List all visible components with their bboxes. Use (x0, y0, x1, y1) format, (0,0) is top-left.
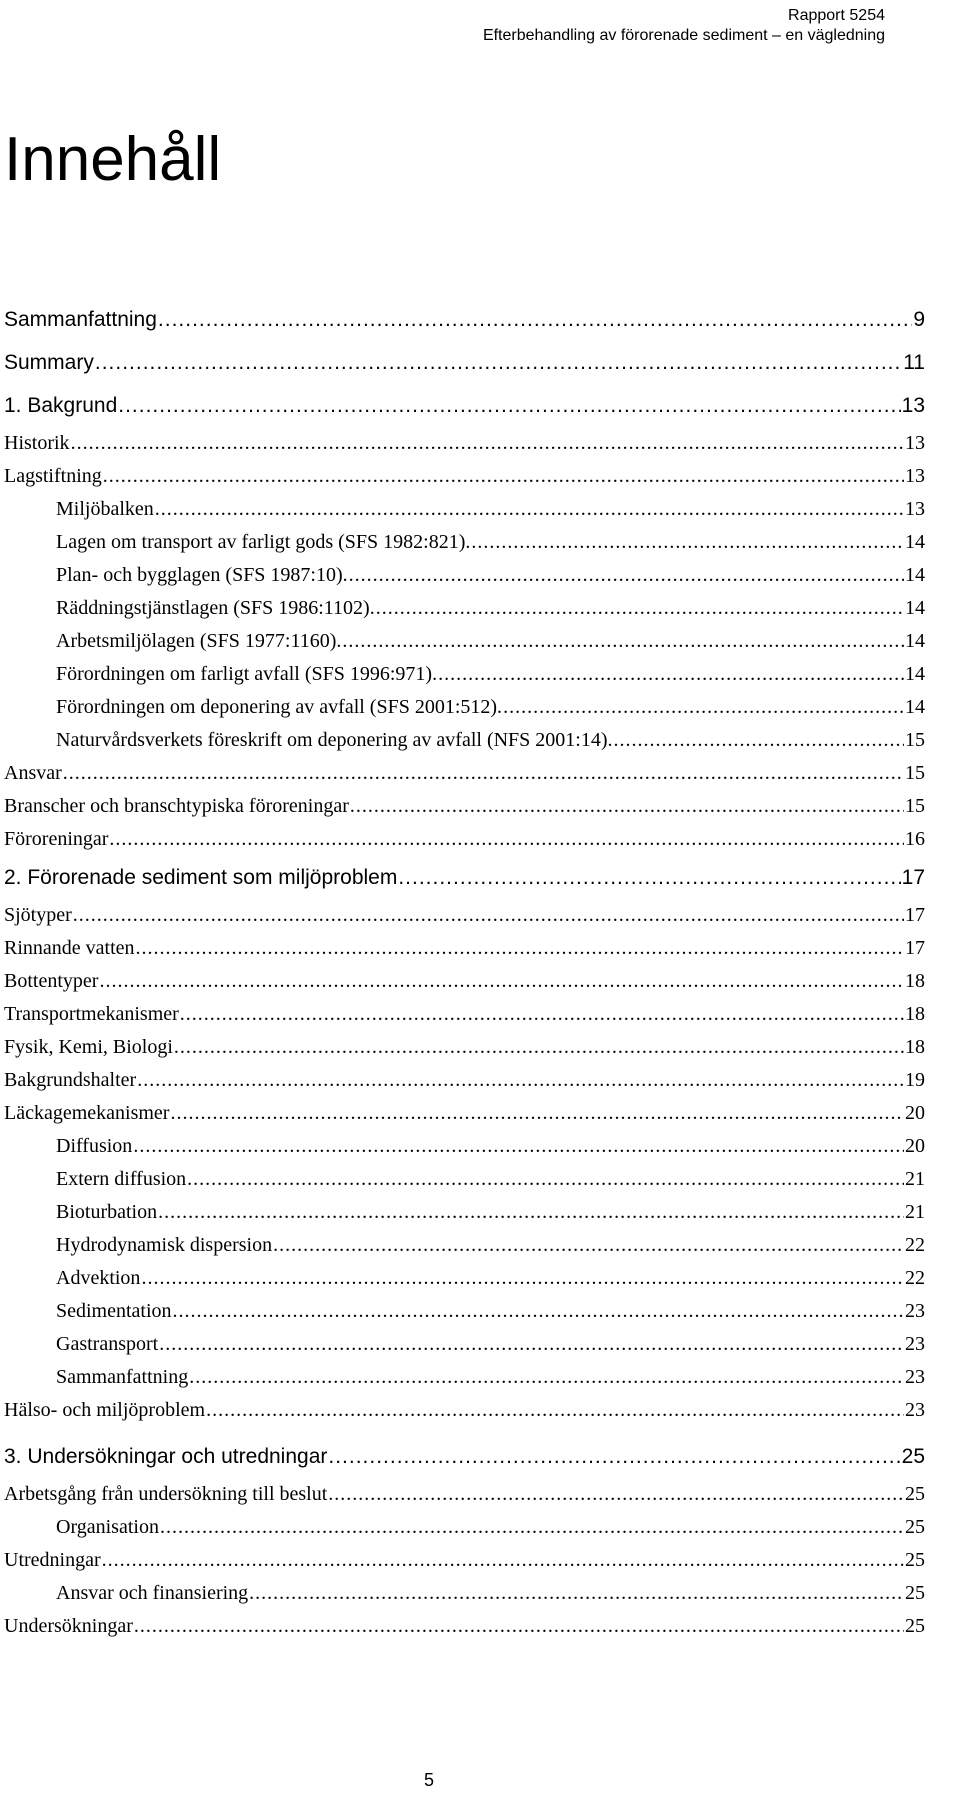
toc-page: 18 (905, 970, 925, 992)
toc-dot-leader (118, 384, 900, 427)
toc-page: 13 (905, 432, 925, 454)
toc-label: Hälso- och miljöproblem (4, 1399, 206, 1421)
toc-page: 9 (913, 308, 925, 331)
toc-label: Lagstiftning (4, 465, 102, 487)
toc-label: Räddningstjänstlagen (SFS 1986:1102). (56, 597, 375, 619)
toc-label: Ansvar och finansiering (56, 1582, 249, 1604)
toc-dot-leader (398, 856, 900, 899)
toc-page: 25 (905, 1549, 925, 1571)
toc-label: Gastransport (56, 1333, 159, 1355)
toc-dot-leader (471, 526, 904, 559)
toc-label: Utredningar (4, 1549, 101, 1571)
toc-dot-leader (134, 1610, 904, 1643)
toc-entry-arbetsmiljolagen[interactable] (4, 625, 925, 658)
toc-entry-summary[interactable] (4, 341, 925, 384)
toc-page: 23 (905, 1366, 925, 1388)
toc-dot-leader (158, 1196, 904, 1229)
toc-page: 22 (905, 1234, 925, 1256)
toc-entry-miljobalken[interactable] (4, 493, 925, 526)
toc-label: Transportmekanismer (4, 1003, 179, 1025)
toc-label: 2. Förorenade sediment som miljöproblem (4, 866, 398, 889)
toc-entry-undersokningar[interactable] (4, 1610, 925, 1643)
table-of-contents (4, 298, 925, 1643)
toc-dot-leader (350, 790, 904, 823)
toc-label: Summary (4, 351, 94, 374)
toc-page: 25 (905, 1582, 925, 1604)
toc-entry-bakgrund[interactable] (4, 384, 925, 427)
report-number: Rapport 5254 (788, 7, 885, 24)
toc-dot-leader (438, 658, 904, 691)
toc-entry-gastransport[interactable] (4, 1328, 925, 1361)
toc-label: Sjötyper (4, 904, 72, 926)
toc-entry-sjotyper[interactable] (4, 899, 925, 932)
toc-page: 17 (905, 937, 925, 959)
toc-page: 25 (905, 1516, 925, 1538)
toc-entry-advektion[interactable] (4, 1262, 925, 1295)
toc-dot-leader (349, 559, 904, 592)
toc-label: Arbetsgång från undersökning till beslut (4, 1483, 328, 1505)
toc-page: 18 (905, 1036, 925, 1058)
toc-dot-leader (376, 592, 904, 625)
toc-label: Sammanfattning (56, 1366, 189, 1388)
toc-dot-leader (180, 998, 904, 1031)
toc-entry-extern-diffusion[interactable] (4, 1163, 925, 1196)
toc-label: Extern diffusion (56, 1168, 187, 1190)
toc-entry-halso-och-miljoproblem[interactable] (4, 1394, 925, 1427)
toc-dot-leader (342, 625, 904, 658)
page-number: 5 (423, 1770, 434, 1790)
toc-dot-leader (71, 427, 904, 460)
toc-page: 25 (901, 1445, 925, 1468)
toc-dot-leader (63, 757, 904, 790)
toc-page: 15 (905, 795, 925, 817)
toc-page: 14 (905, 531, 925, 553)
toc-label: Historik (4, 432, 70, 454)
toc-label: Bioturbation (56, 1201, 158, 1223)
toc-entry-ansvar[interactable] (4, 757, 925, 790)
toc-page: 25 (905, 1615, 925, 1637)
toc-page: 20 (905, 1135, 925, 1157)
toc-page: 20 (905, 1102, 925, 1124)
toc-label: Organisation (56, 1516, 159, 1538)
toc-entry-fororeningar[interactable] (4, 823, 925, 856)
toc-dot-leader (95, 341, 902, 384)
toc-entry-arbetsgang[interactable] (4, 1478, 925, 1511)
toc-dot-leader (273, 1229, 904, 1262)
toc-label: Förordningen om farligt avfall (SFS 1996:971). (56, 663, 438, 685)
toc-page: 13 (905, 498, 925, 520)
toc-entry-farligt-avfall[interactable] (4, 658, 925, 691)
toc-entry-lagstiftning[interactable] (4, 460, 925, 493)
toc-page: 15 (905, 729, 925, 751)
toc-page: 17 (901, 866, 925, 889)
toc-entry-utredningar[interactable] (4, 1544, 925, 1577)
report-subtitle: Efterbehandling av förorenade sediment – en vägledning (482, 27, 885, 44)
toc-entry-hydrodynamisk-dispersion[interactable] (4, 1229, 925, 1262)
toc-entry-bottentyper[interactable] (4, 965, 925, 998)
toc-page: 15 (905, 762, 925, 784)
toc-page: 23 (905, 1333, 925, 1355)
toc-label: 1. Bakgrund (4, 394, 118, 417)
toc-label: Advektion (56, 1267, 141, 1289)
toc-entry-plan-och-bygglagen[interactable] (4, 559, 925, 592)
toc-dot-leader (73, 899, 904, 932)
toc-page: 14 (905, 696, 925, 718)
toc-page: 18 (905, 1003, 925, 1025)
toc-label: Föroreningar (4, 828, 109, 850)
toc-entry-bioturbation[interactable] (4, 1196, 925, 1229)
toc-page: 22 (905, 1267, 925, 1289)
toc-entry-sammanfattning[interactable] (4, 298, 925, 341)
toc-dot-leader (249, 1577, 904, 1610)
toc-label: Diffusion (56, 1135, 133, 1157)
toc-label: 3. Undersökningar och utredningar (4, 1445, 328, 1468)
toc-entry-raddningstjanstlagen[interactable] (4, 592, 925, 625)
toc-label: Rinnande vatten (4, 937, 135, 959)
toc-dot-leader (159, 1328, 904, 1361)
toc-entry-branscher[interactable] (4, 790, 925, 823)
toc-page: 19 (905, 1069, 925, 1091)
toc-dot-leader (109, 823, 904, 856)
toc-dot-leader (141, 1262, 904, 1295)
toc-dot-leader (503, 691, 904, 724)
toc-label: Bakgrundshalter (4, 1069, 137, 1091)
toc-entry-transportmekanismer[interactable] (4, 998, 925, 1031)
toc-page: 23 (905, 1399, 925, 1421)
toc-page: 16 (905, 828, 925, 850)
toc-dot-leader (158, 298, 912, 341)
toc-entry-naturvardsverkets-foreskrift[interactable] (4, 724, 925, 757)
toc-page: 23 (905, 1300, 925, 1322)
toc-page: 21 (905, 1168, 925, 1190)
toc-dot-leader (133, 1130, 904, 1163)
toc-dot-leader (99, 965, 904, 998)
toc-label: Ansvar (4, 762, 62, 784)
toc-dot-leader (160, 1511, 904, 1544)
page-title: Innehåll (4, 125, 222, 194)
toc-dot-leader (136, 932, 904, 965)
toc-dot-leader (155, 493, 904, 526)
toc-label: Sedimentation (56, 1300, 172, 1322)
toc-label: Miljöbalken (56, 498, 154, 520)
toc-dot-leader (102, 1544, 904, 1577)
toc-entry-sedimentation[interactable] (4, 1295, 925, 1328)
toc-entry-farligt-gods[interactable] (4, 526, 925, 559)
toc-page: 14 (905, 597, 925, 619)
toc-entry-lackagemekanismer[interactable] (4, 1097, 925, 1130)
toc-entry-sammanfattning-2[interactable] (4, 1361, 925, 1394)
toc-dot-leader (170, 1097, 904, 1130)
toc-dot-leader (103, 460, 904, 493)
toc-page: 13 (901, 394, 925, 417)
toc-label: Hydrodynamisk dispersion (56, 1234, 273, 1256)
toc-label: Läckagemekanismer (4, 1102, 170, 1124)
toc-entry-undersokningar-och-utredningar[interactable] (4, 1435, 925, 1478)
toc-entry-organisation[interactable] (4, 1511, 925, 1544)
toc-entry-diffusion[interactable] (4, 1130, 925, 1163)
page-header (483, 6, 885, 46)
toc-page: 14 (905, 564, 925, 586)
toc-dot-leader (328, 1478, 904, 1511)
toc-label: Undersökningar (4, 1615, 133, 1637)
toc-page: 25 (905, 1483, 925, 1505)
toc-entry-bakgrundshalter[interactable] (4, 1064, 925, 1097)
toc-page: 21 (905, 1201, 925, 1223)
toc-label: Plan- och bygglagen (SFS 1987:10). (56, 564, 348, 586)
toc-label: Bottentyper (4, 970, 99, 992)
toc-entry-rinnande-vatten[interactable] (4, 932, 925, 965)
toc-entry-ansvar-och-finansiering[interactable] (4, 1577, 925, 1610)
toc-label: Lagen om transport av farligt gods (SFS 1982:821). (56, 531, 471, 553)
toc-page: 13 (905, 465, 925, 487)
toc-entry-deponering-av-avfall[interactable] (4, 691, 925, 724)
toc-page: 14 (905, 663, 925, 685)
toc-label: Naturvårdsverkets föreskrift om deponering av avfall (NFS 2001:14). (56, 729, 613, 751)
toc-entry-fysik-kemi-biologi[interactable] (4, 1031, 925, 1064)
toc-dot-leader (174, 1031, 904, 1064)
toc-dot-leader (187, 1163, 904, 1196)
toc-page: 11 (903, 351, 925, 374)
toc-label: Branscher och branschtypiska föroreningar (4, 795, 349, 817)
toc-dot-leader (137, 1064, 904, 1097)
toc-dot-leader (206, 1394, 904, 1427)
toc-label: Fysik, Kemi, Biologi (4, 1036, 173, 1058)
toc-entry-fororenade-sediment[interactable] (4, 856, 925, 899)
toc-label: Sammanfattning (4, 308, 157, 331)
toc-page: 14 (905, 630, 925, 652)
toc-dot-leader (328, 1435, 900, 1478)
toc-entry-historik[interactable] (4, 427, 925, 460)
toc-dot-leader (173, 1295, 904, 1328)
toc-label: Förordningen om deponering av avfall (SFS 2001:512). (56, 696, 503, 718)
toc-dot-leader (189, 1361, 904, 1394)
toc-dot-leader (614, 724, 904, 757)
toc-page: 17 (905, 904, 925, 926)
toc-label: Arbetsmiljölagen (SFS 1977:1160). (56, 630, 342, 652)
